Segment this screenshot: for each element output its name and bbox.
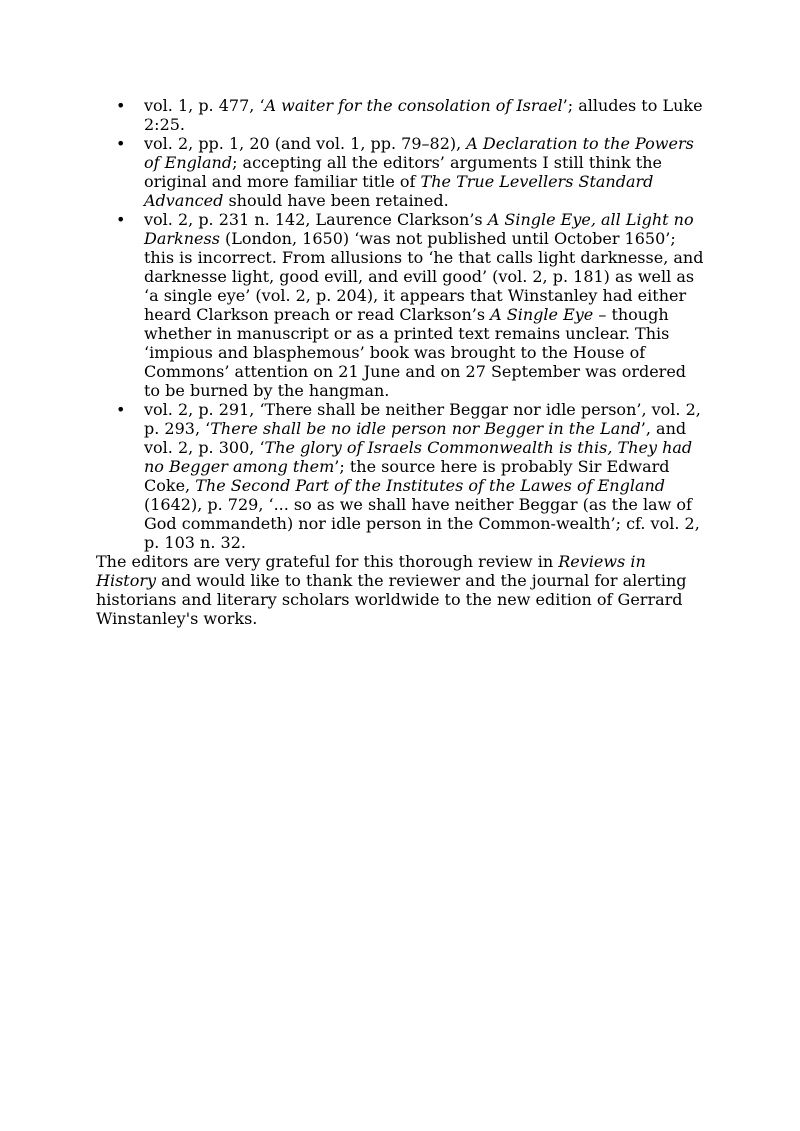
bullet-marker: • (116, 210, 126, 229)
list-item (96, 400, 706, 552)
bullet-marker: • (116, 400, 126, 419)
list-item (96, 134, 706, 210)
bullet-marker: • (116, 134, 126, 153)
closing-paragraph: The editors are very grateful for this thorough review in Reviews in History and would like to thank the reviewer and the journal for alerting historians and literary scholars worldwide to the new edition of Gerrard Winstanley's works. (96, 552, 687, 628)
note-text: vol. 1, p. 477, ‘A waiter for the consolation of Israel’; alludes to Luke 2:25. (144, 96, 703, 134)
note-text: vol. 2, pp. 1, 20 (and vol. 1, pp. 79–82), A Declaration to the Powers of England; accepting all the editors’ arguments I still think the original and more familiar title of The True Levellers Standard Advanced should have been retained. (144, 134, 694, 210)
note-text: vol. 2, p. 291, ‘There shall be neither Beggar nor idle person’, vol. 2, p. 293, ‘There shall be no idle person nor Begger in the Land’, and vol. 2, p. 300, ‘The glory of Israels Commonwealth is this, They had no Begger among them’; the source here is probably Sir Edward Coke, The Second Part of the Institutes of the Lawes of England (1642), p. 729, ‘... so as we shall have neither Beggar (as the law of God commandeth) nor idle person in the Common-wealth’; cf. vol. 2, p. 103 n. 32. (144, 400, 701, 552)
document-page (96, 96, 706, 628)
bullet-marker: • (116, 96, 126, 115)
review-notes-list (96, 96, 706, 552)
note-text: vol. 2, p. 231 n. 142, Laurence Clarkson’s A Single Eye, all Light no Darkness (London, 1650) ‘was not published until October 1650’; this is incorrect. From allusions to ‘he that calls light darknesse, and darknesse light, good evill, and evill good’ (vol. 2, p. 181) as well as ‘a single eye’ (vol. 2, p. 204), it appears that Winstanley had either heard Clarkson preach or read Clarkson’s A Single Eye – though whether in manuscript or as a printed text remains unclear. This ‘impious and blasphemous’ book was brought to the House of Commons’ attention on 21 June and on 27 September was ordered to be burned by the hangman. (144, 210, 704, 400)
list-item (96, 96, 706, 134)
list-item (96, 210, 706, 400)
